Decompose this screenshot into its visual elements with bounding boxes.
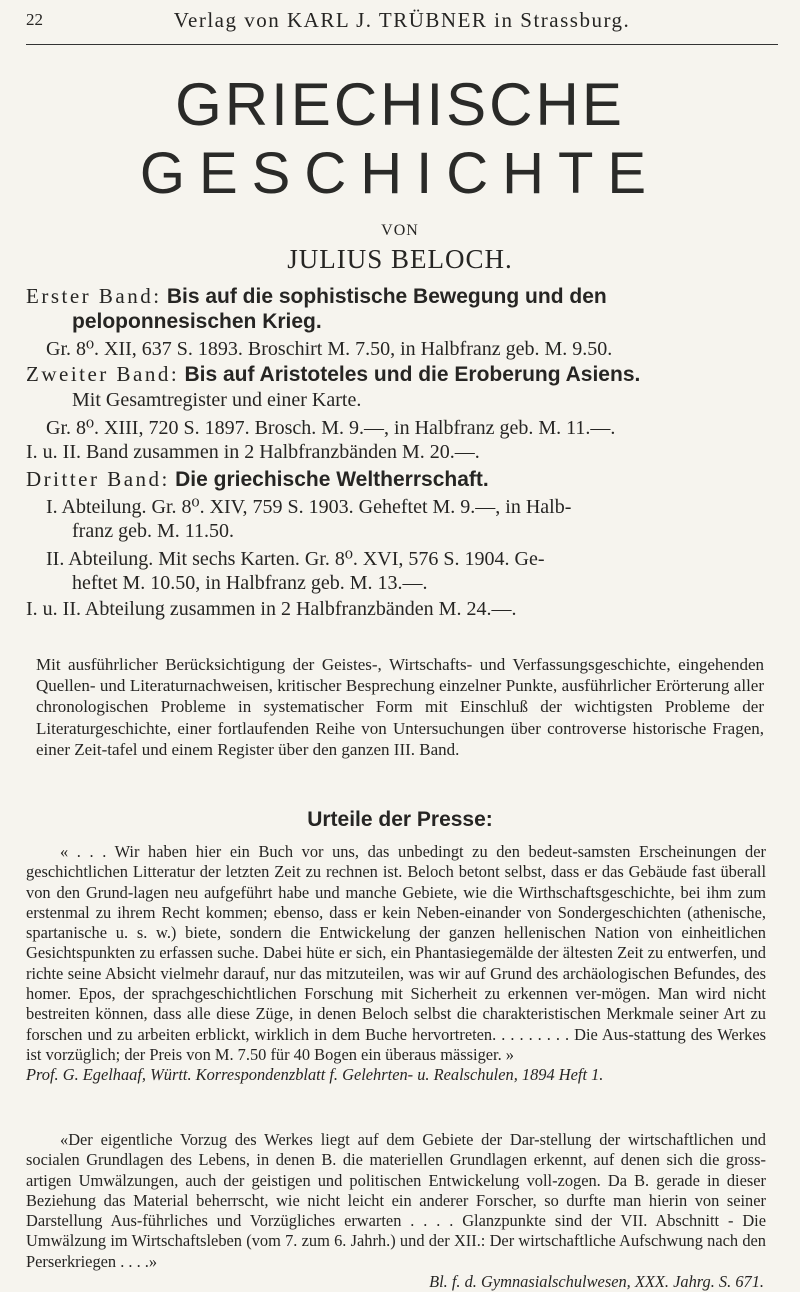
title-line-1: GRIECHISCHE [175,71,625,138]
volume-1-entry [26,284,607,309]
volume-2-details: Gr. 8⁰. XIII, 720 S. 1897. Brosch. M. 9.—, in Halbfranz geb. M. 11.—. [46,417,616,439]
volume-2-title: Bis auf Aristoteles und die Eroberung Asiens. [184,363,641,386]
review-2-text: «Der eigentliche Vorzug des Werkes liegt auf dem Gebiete der Dar-stellung der wirtschaftlichen und socialen Grundlagen des Lebens, in denen B. die materiellen Grundlagen erkennt, auf denen sich die gross-artigen Umwälzungen, auch der geistigen und politischen Entwickelung voll-zogen. Da B. gerade in dieser Beziehung das Material beherrscht, wie nicht leicht ein anderer Forscher, so durfte man hierin von seiner Darstellung Aus-führliches und Vorzügliches erwarten . . . . Glanzpunkte sind der VII. Abschnitt - Die Umwälzung im Wirtschaftsleben (vom 7. zum 6. Jahrh.) und der XII.: Der wirtschaftliche Aufschwung nach den Perserkriegen . . . .» [26,1130,766,1271]
volume-3-label: Dritter Band: [26,467,170,491]
volume-1-title: Bis auf die sophistische Bewegung und den [166,285,607,308]
header-rule [26,44,778,45]
volume-3-entry [26,467,489,492]
volume-2-entry [26,362,640,387]
volume-2-label: Zweiter Band: [26,362,180,386]
volume-1-details: Gr. 8⁰. XII, 637 S. 1893. Broschirt M. 7.50, in Halbfranz geb. M. 9.50. [46,338,613,360]
title-line-2: GESCHICHTE [139,141,661,206]
volume-3-combined: I. u. II. Abteilung zusammen in 2 Halbfranzbänden M. 24.—. [26,598,517,620]
volume-3-part-1-cont: franz geb. M. 11.50. [72,520,234,542]
running-head: Verlag von KARL J. TRÜBNER in Strassburg. [173,8,631,32]
volume-2-subtitle: Mit Gesamtregister und einer Karte. [72,389,362,411]
volume-3-title: Die griechische Weltherrschaft. [175,468,489,491]
volume-3-part-2-cont: heftet M. 10.50, in Halbfranz geb. M. 13.—. [72,572,428,594]
page-header [26,8,778,42]
author-name: JULIUS BELOCH. [287,244,513,274]
reviews-heading: Urteile der Presse: [307,808,493,831]
title-von: VON [381,222,419,239]
volume-3-part-2: II. Abteilung. Mit sechs Karten. Gr. 8⁰. XVI, 576 S. 1904. Ge- [46,548,545,570]
review-2 [26,1130,766,1292]
review-2-source: Bl. f. d. Gymnasialschulwesen, XXX. Jahrg. S. 671. [429,1272,764,1292]
volumes-1-2-combined: I. u. II. Band zusammen in 2 Halbfranzbänden M. 20.—. [26,441,480,463]
review-1 [26,842,766,1086]
page-number: 22 [26,10,43,29]
volume-3-part-1: I. Abteilung. Gr. 8⁰. XIV, 759 S. 1903. Geheftet M. 9.—, in Halb- [46,496,572,518]
review-1-source: Prof. G. Egelhaaf, Württ. Korrespondenzblatt f. Gelehrten- u. Realschulen, 1894 Heft 1. [26,1065,604,1085]
volume-3-description: Mit ausführlicher Berücksichtigung der Geistes-, Wirtschafts- und Verfassungsgeschichte, eingehenden Quellen- und Literaturnachweisen, kritischer Besprechung einzelner Punkte, ausführlicher Erörterung aller chronologischen Probleme in systematischer Form mit Einschluß der wichtigsten Probleme der Literaturgeschichte, einer fortlaufenden Reihe von Untersuchungen über controverse historische Fragen, einer Zeit-tafel und einem Register über den ganzen III. Band. [36,655,764,759]
volume-1-title-cont: peloponnesischen Krieg. [72,310,322,333]
review-1-text: « . . . Wir haben hier ein Buch vor uns, das unbedingt zu den bedeut-samsten Erscheinungen der geschichtlichen Litteratur der letzten Zeit zu rechnen ist. Beloch betont selbst, dass er das Gebäude fast überall von den Grund-lagen neu aufgeführt habe und manche Gebiete, wie die Wirthschaftsgeschichte, bei ihm zum erstenmal zu ihrem Recht kommen; ebenso, dass er kein Neben-einander von Sondergeschichten (athenische, spartanische u. s. w.) biete, sondern die Entwickelung der ganzen hellenischen Nation von einheitlichen Gesichtspunkten zu erfassen suche. Dabei hüte er sich, ein Phantasiegemälde der ältesten Zeit zu entwerfen, und richte seine Absicht vielmehr darauf, nur das mitzuteilen, was wir auf Grund des archäologischen Befundes, des homer. Epos, der sprachgeschichtlichen Forschung mit Sicherheit zu erkennen ver-mögen. Man wird nicht bestreiten können, dass alle diese Züge, in denen Beloch selbst die charakteristischen Merkmale seiner Art zu forschen und zu arbeiten erblickt, wirklich in dem Buche hervortreten. . . . . . . . . Die Aus-stattung des Werkes ist vorzüglich; der Preis von M. 7.50 für 40 Bogen ein überaus mässiger. » [26,842,766,1064]
volume-1-label: Erster Band: [26,284,162,308]
